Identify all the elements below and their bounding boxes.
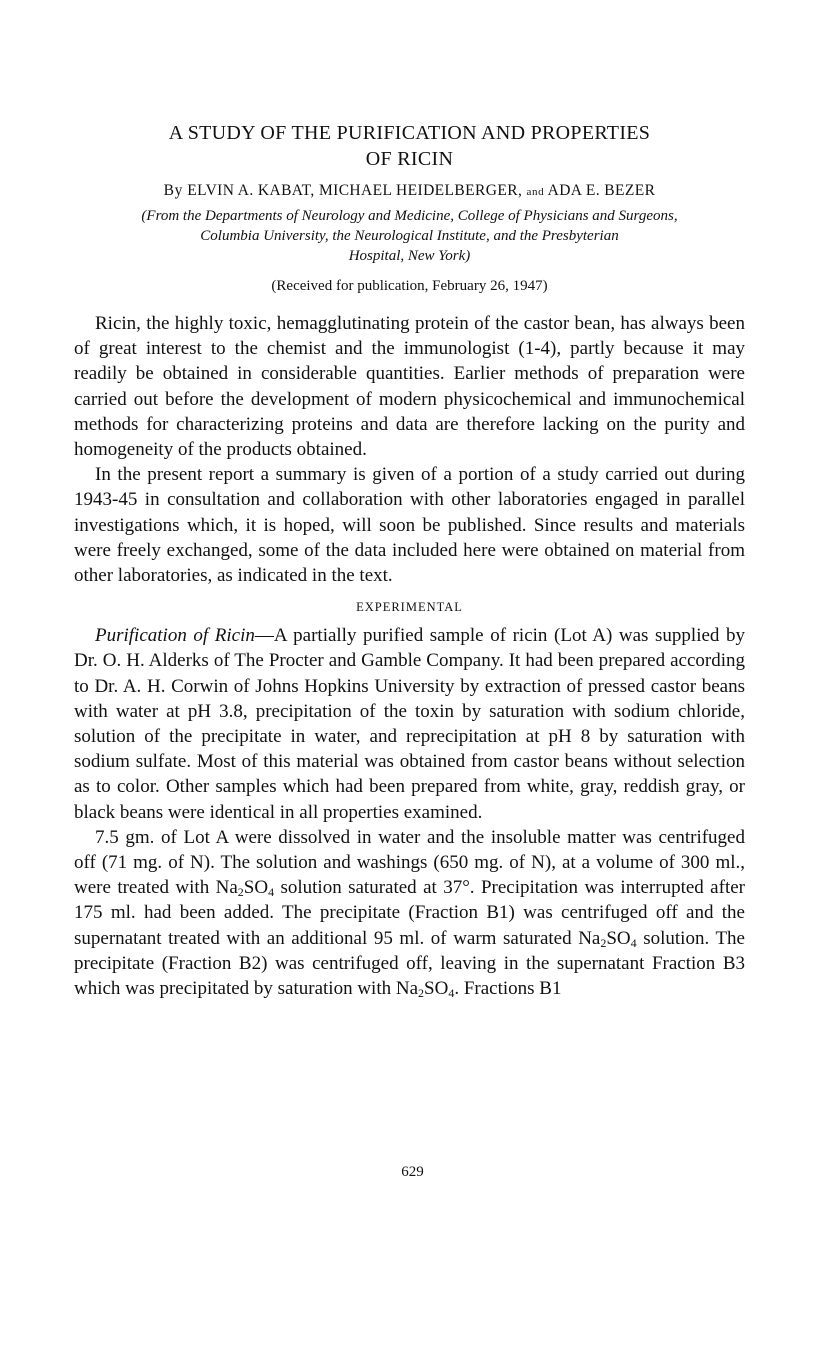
paragraph-purification (74, 623, 745, 825)
paragraph-fractionation (74, 825, 745, 1001)
subscript: 2 (600, 935, 607, 950)
text-run: solution saturated at 37°. Precipitation was interrupted after 175 ml. had been added. The precipitate (Fraction B1) was centrifuged off and the supernatant treated with an additional 95 ml. of warm saturated Na (74, 877, 745, 949)
page-number: 629 (401, 1164, 424, 1180)
subscript: 4 (448, 986, 455, 1001)
affiliation-line-3: Hospital, New York) (348, 248, 471, 264)
title-line-2: OF RICIN (365, 148, 454, 170)
last-author: ADA E. BEZER (547, 182, 656, 199)
article-title (74, 120, 745, 172)
paragraph-report: In the present report a summary is given of a portion of a study carried out during 1943-45 in consultation and collaboration with other laboratories engaged in parallel investigations which, it is hoped, will soon be published. Since results and materials were freely exchanged, some of the data included here were obtained on material from other laboratories, as indicated in the text. (74, 464, 745, 587)
affiliation-line-1: (From the Departments of Neurology and Medicine, College of Physicians and Surgeons, (141, 208, 678, 224)
and-label: and (526, 186, 545, 198)
by-label: By (163, 182, 183, 199)
paragraph-intro: Ricin, the highly toxic, hemagglutinating protein of the castor bean, has always been of great interest to the chemist and the immunologist (1-4), partly because it may readily be obtained in considerable quantities. Earlier methods of preparation were carried out before the development of modern physicochemical and immunochemical methods for characterizing proteins and data are therefore lacking on the purity and homogeneity of the products obtained. (74, 313, 745, 461)
affiliation (74, 206, 745, 266)
article-page (74, 120, 745, 1001)
text-run: SO (606, 927, 631, 949)
text-run: SO (243, 877, 269, 899)
text-run: SO (424, 978, 449, 1000)
authors: ELVIN A. KABAT, MICHAEL HEIDELBERGER, (187, 182, 523, 199)
paragraph-purification-text: —A partially purified sample of ricin (Lot A) was supplied by Dr. O. H. Alderks of The Procter and Gamble Company. It had been prepared according to Dr. A. H. Corwin of Johns Hopkins University by extraction of pressed castor beans with water at pH 3.8, precipitation of the toxin by saturation with sodium chloride, solution of the precipitate in water, and reprecipitation at pH 8 by saturation with sodium sulfate. Most of this material was obtained from castor beans without selection as to color. Other samples which had been prepared from white, gray, reddish gray, or black beans were identical in all properties examined. (74, 625, 746, 823)
section-heading: EXPERIMENTAL (356, 600, 463, 615)
text-run: 7.5 gm. of Lot A were dissolved in water and the insoluble matter was centrifuged off (71 mg. of N). The solution and washings (650 mg. of N), at a volume of 300 ml., were treated with Na (74, 826, 745, 899)
subscript: 4 (630, 935, 637, 950)
paragraph-lead: Purification of Ricin (95, 625, 255, 647)
subscript: 4 (268, 885, 275, 900)
subscript: 2 (418, 986, 425, 1001)
received-date: (Received for publication, February 26, 1947) (271, 278, 548, 294)
title-line-1: A STUDY OF THE PURIFICATION AND PROPERTIES (168, 122, 651, 144)
affiliation-line-2: Columbia University, the Neurological Institute, and the Presbyterian (200, 228, 619, 244)
text-run: . Fractions B1 (454, 978, 562, 1000)
subscript: 2 (237, 885, 244, 900)
text-run: solution. The precipitate (Fraction B2) was centrifuged off, leaving in the supernatant Fraction B3 which was precipitated by saturation with Na (74, 927, 745, 1000)
author-line (74, 182, 745, 200)
